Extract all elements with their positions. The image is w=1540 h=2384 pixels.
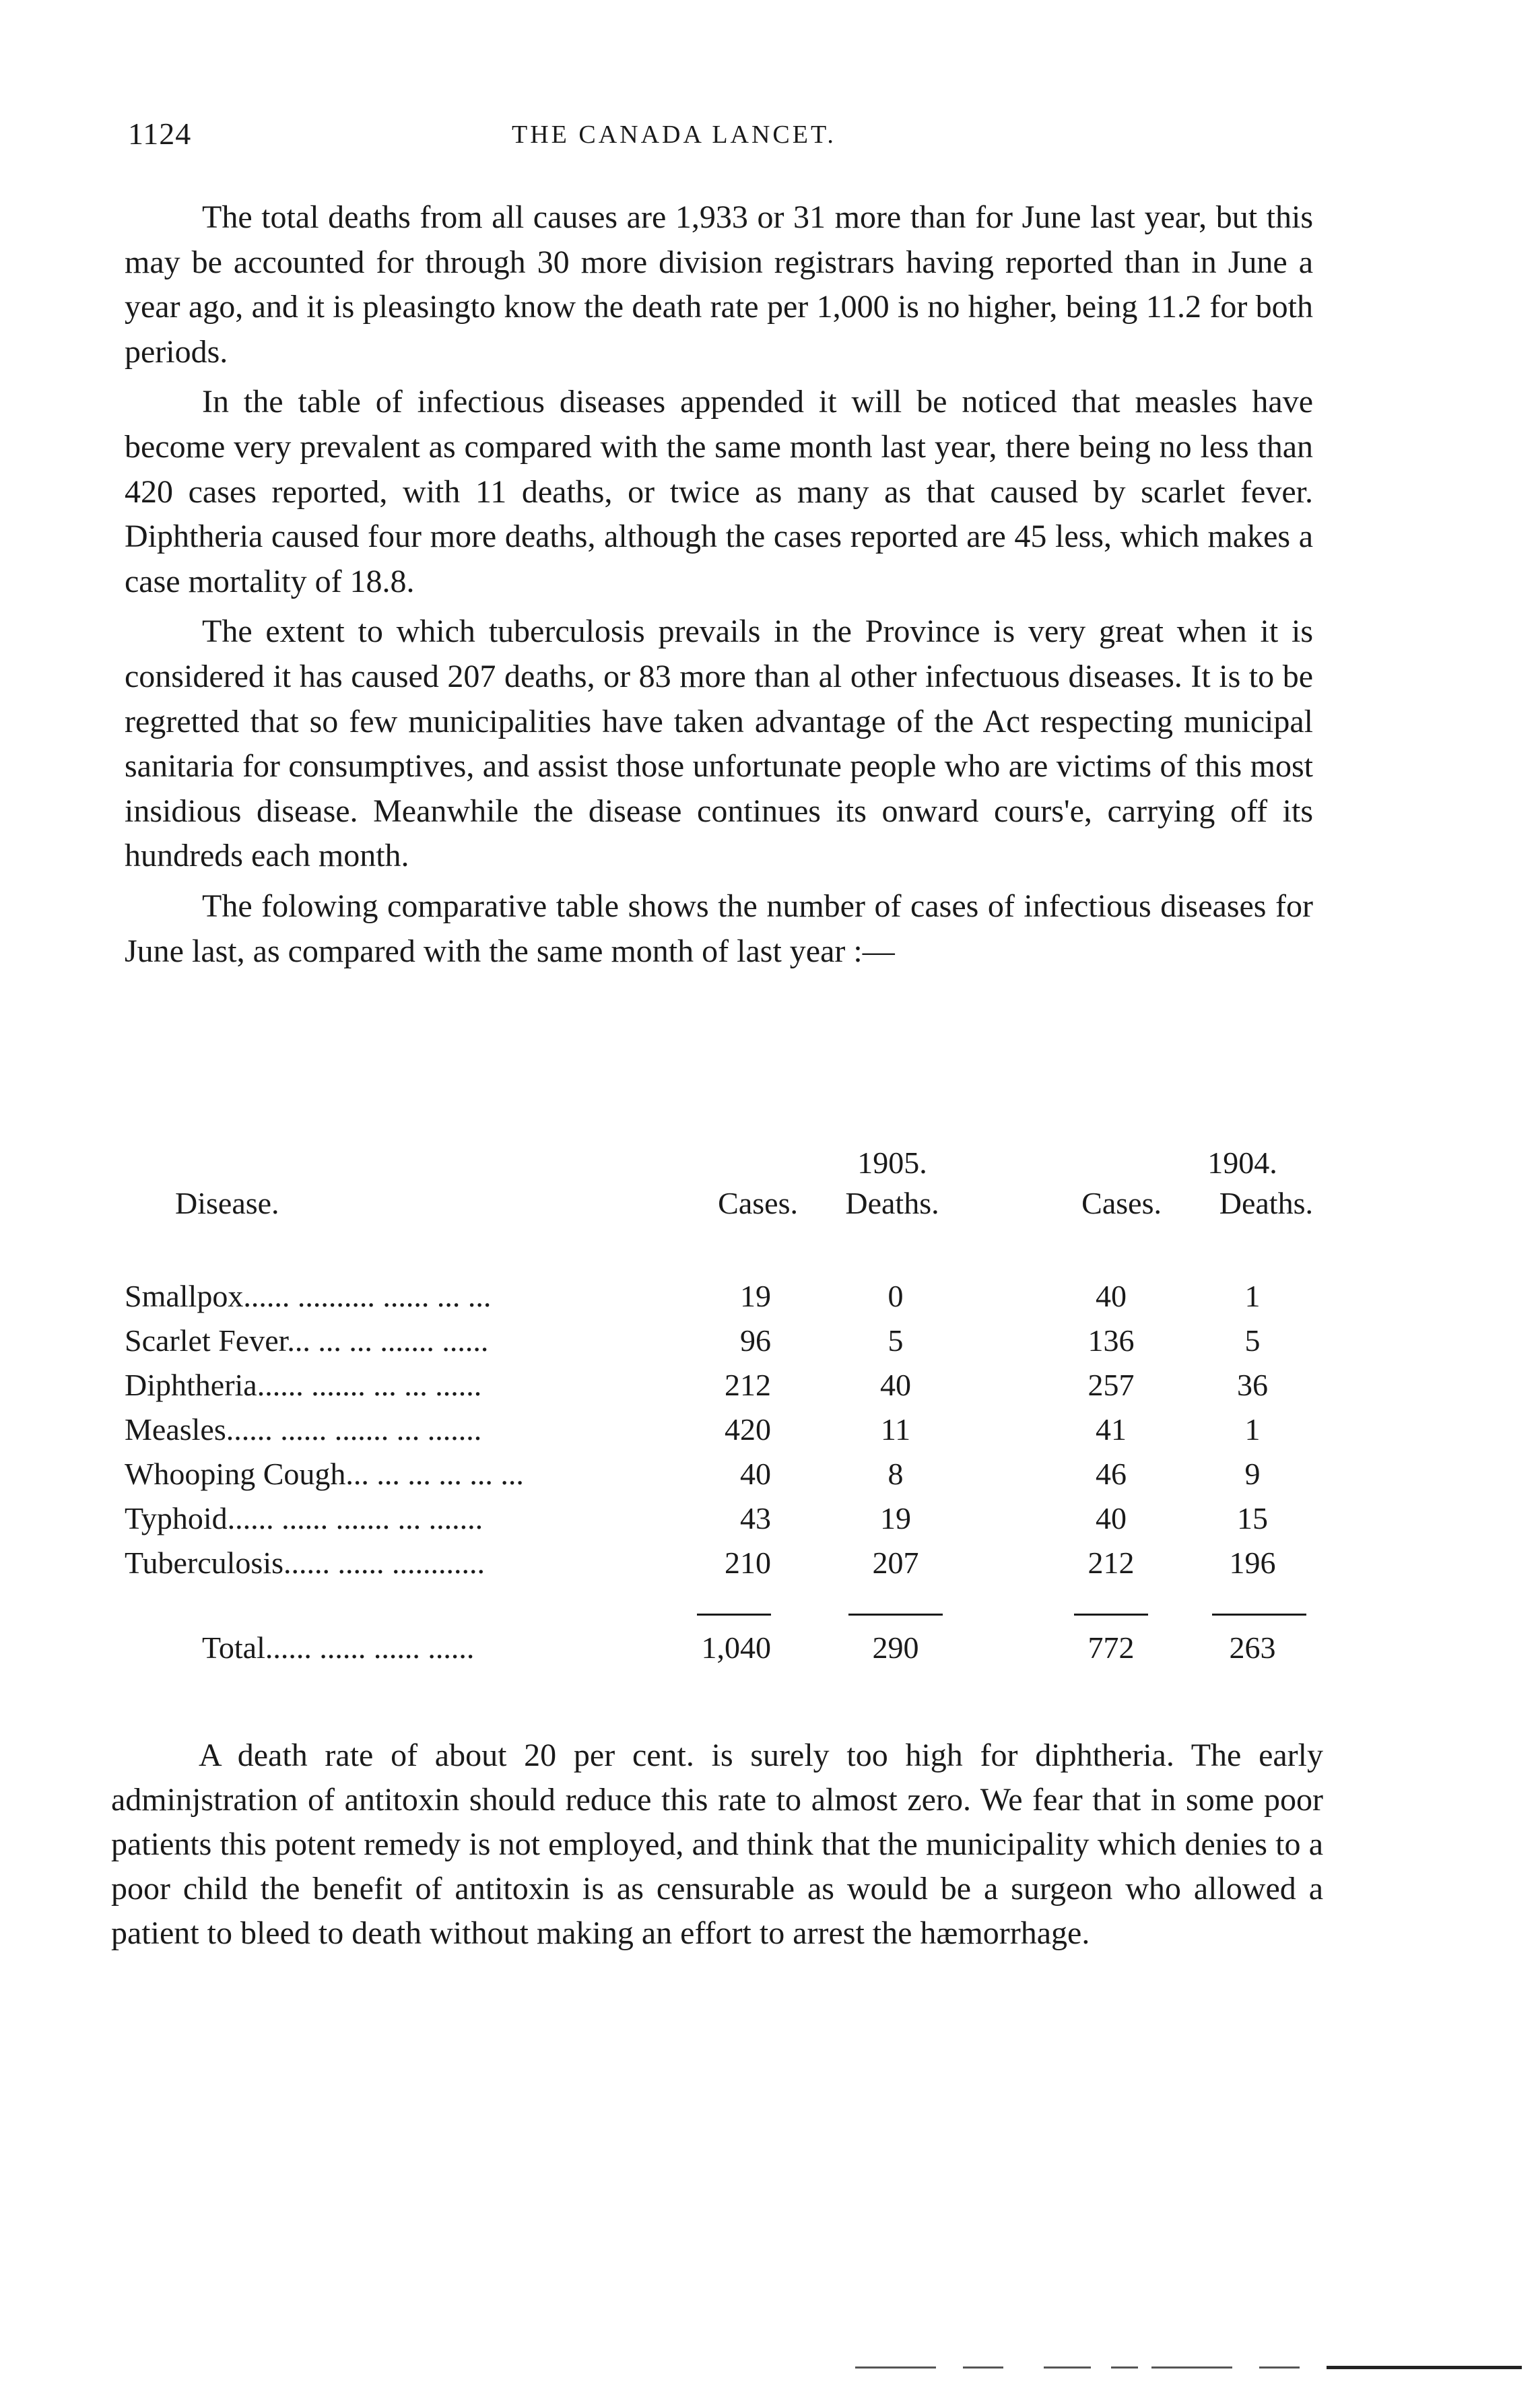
sum-rule-deaths-1904 — [1212, 1614, 1306, 1616]
sum-rule-cases-1904 — [1074, 1614, 1148, 1616]
paragraph-tuberculosis: The extent to which tuberculosis prevails in the Province is very great when it is considered it has caused 207 deaths, or 83 more than al other infectuous diseases. It is to be regretted that so few municipalities have taken advantage of the Act respecting municipal sanitaria for consumptives, and assist those unfortunate people who are victims of this most insidious disease. Meanwhile the disease continues its onward cours'e, carrying off its hundreds each month. — [125, 614, 1313, 874]
cases-1904: 41 — [1096, 1412, 1127, 1447]
paragraph-total-deaths: The total deaths from all causes are 1,933 or 31 more than for June last year, but this may be accounted for through 30 more division registrars having reported than in June a year ago, and it is pleasingto know the death rate per 1,000 is no higher, being 11.2 for both periods. — [125, 199, 1313, 370]
disease-name: Whooping Cough... ... ... ... ... ... — [125, 1457, 524, 1491]
total-deaths-1904: 263 — [1229, 1630, 1276, 1665]
running-title: THE CANADA LANCET. — [512, 121, 836, 149]
paragraph-table-intro: The folowing comparative table shows the number of cases of infectious diseases for June last, as compared with the same month of last year :— — [125, 888, 1313, 969]
year-1904-heading: 1904. — [1207, 1146, 1277, 1180]
deaths-1904: 9 — [1244, 1457, 1261, 1491]
cases-1905: 19 — [740, 1279, 771, 1313]
disease-name: Typhoid...... ...... ....... ... ....... — [125, 1501, 483, 1535]
cases-1904: 46 — [1096, 1457, 1127, 1491]
closing-text — [111, 1733, 1323, 1956]
deaths-1905: 207 — [872, 1546, 919, 1580]
cases-1905: 40 — [740, 1457, 771, 1491]
cases-1904: 136 — [1087, 1323, 1135, 1358]
col-header-disease: Disease. — [175, 1186, 279, 1220]
cases-1904: 257 — [1087, 1368, 1135, 1402]
col-header-deaths-1905: Deaths. — [845, 1186, 939, 1220]
year-1905-heading: 1905. — [857, 1146, 927, 1180]
deaths-1904: 5 — [1244, 1323, 1261, 1358]
body-text — [125, 195, 1313, 979]
cases-1904: 40 — [1096, 1279, 1127, 1313]
deaths-1904: 196 — [1229, 1546, 1276, 1580]
total-cases-1905: 1,040 — [701, 1630, 771, 1665]
cases-1904: 212 — [1087, 1546, 1135, 1580]
page-number: 1124 — [128, 117, 192, 151]
deaths-1905: 0 — [888, 1279, 904, 1313]
deaths-1905: 19 — [880, 1501, 911, 1535]
cases-1905: 210 — [725, 1546, 771, 1580]
sum-rule-deaths-1905 — [848, 1614, 943, 1616]
page-header — [128, 116, 1313, 156]
deaths-1905: 40 — [880, 1368, 911, 1402]
cases-1905: 212 — [725, 1368, 771, 1402]
cases-1904: 40 — [1096, 1501, 1127, 1535]
deaths-1904: 1 — [1244, 1412, 1261, 1447]
deaths-1904: 1 — [1244, 1279, 1261, 1313]
infectious-diseases-table — [125, 1145, 1313, 1684]
scan-edge-marks — [855, 2364, 1529, 2373]
cases-1905: 96 — [740, 1323, 771, 1358]
disease-name: Diphtheria...... ....... ... ... ...... — [125, 1368, 482, 1402]
deaths-1905: 11 — [880, 1412, 911, 1447]
deaths-1905: 8 — [888, 1457, 904, 1491]
total-label: Total...... ...... ...... ...... — [202, 1630, 475, 1665]
sum-rule-cases-1905 — [697, 1614, 771, 1616]
deaths-1905: 5 — [888, 1323, 904, 1358]
col-header-cases-1904: Cases. — [1081, 1186, 1162, 1220]
paragraph-diphtheria-death-rate: A death rate of about 20 per cent. is surely too high for diphtheria. The early adminjstration of antitoxin should reduce this rate to almost zero. We fear that in some poor patients this potent remedy is not employed, and think that the municipality which denies to a poor child the benefit of antitoxin is as censurable as would be a surgeon who allowed a patient to bleed to death without making an effort to arrest the hæmorrhage. — [111, 1737, 1323, 1951]
cases-1905: 420 — [725, 1412, 771, 1447]
deaths-1904: 15 — [1237, 1501, 1268, 1535]
cases-1905: 43 — [740, 1501, 771, 1535]
deaths-1904: 36 — [1237, 1368, 1268, 1402]
total-cases-1904: 772 — [1087, 1630, 1135, 1665]
disease-name: Tuberculosis...... ...... ............ — [125, 1546, 485, 1580]
disease-name: Measles...... ...... ....... ... ....... — [125, 1412, 482, 1447]
col-header-deaths-1904: Deaths. — [1219, 1186, 1313, 1220]
disease-name: Smallpox...... .......... ...... ... ... — [125, 1279, 492, 1313]
col-header-cases-1905: Cases. — [718, 1186, 798, 1220]
paragraph-infectious-diseases: In the table of infectious diseases appended it will be noticed that measles have become very prevalent as compared with the same month last year, there being no less than 420 cases reported, with 11 deaths, or twice as many as that caused by scarlet fever. Diphtheria caused four more deaths, although the cases reported are 45 less, which makes a case mortality of 18.8. — [125, 384, 1313, 599]
disease-name: Scarlet Fever... ... ... ....... ...... — [125, 1323, 489, 1358]
total-deaths-1905: 290 — [872, 1630, 919, 1665]
